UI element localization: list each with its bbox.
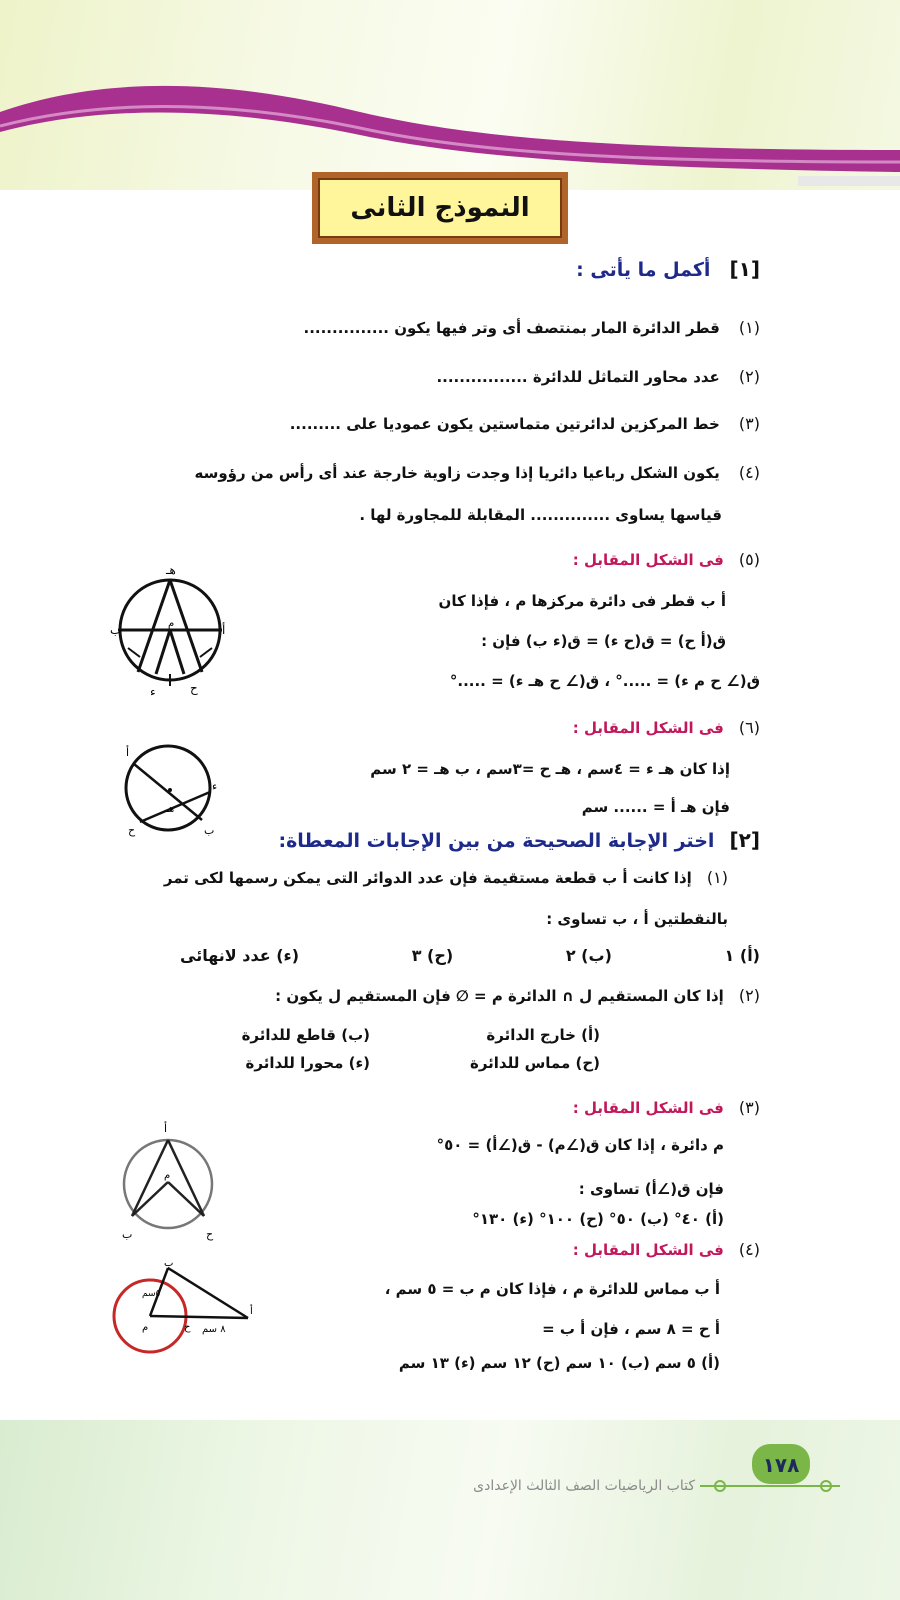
s1-q4-number: (٤) (738, 463, 760, 482)
s1-q5-line3: ق(∠ ح م ء) = .....° ، ق(∠ ح هـ ء) = .....° (449, 672, 760, 690)
s2-q1-number: (١) (706, 868, 728, 887)
s2-q2-number: (٢) (738, 986, 760, 1005)
s2-q3-number: (٣) (738, 1098, 760, 1117)
s1-q4-line1: يكون الشكل رباعيا دائريا إذا وجدت زاوية خارجة عند أى رأس من رؤوسه (194, 464, 720, 482)
fig5-label-top: هـ (166, 563, 176, 577)
s1-q5 (573, 550, 760, 569)
fig7-label-center: م (164, 1170, 171, 1181)
s2-q2-option-c[interactable]: (ح) مماس للدائرة (469, 1054, 600, 1072)
fig8-label-ac: ٨ سم (202, 1324, 226, 1335)
s1-q4-line2: قياسها يساوى .............. المقابلة للمجاورة لها . (359, 506, 722, 524)
fig6-label-c: ح (128, 824, 136, 837)
s1-q6-line1: إذا كان هـ ء = ٤سم ، هـ ح =٣سم ، ب هـ = ٢ سم (370, 760, 730, 778)
s2-q1-line2: بالنقطتين أ ، ب تساوى : (546, 910, 728, 928)
s2-q1-option-b[interactable]: (ب) ٢ (565, 946, 612, 965)
fig8-label-c: ح (184, 1322, 191, 1333)
fig7-label-top: أ (164, 1122, 168, 1135)
footer-book-title: كتاب الرياضيات الصف الثالث الإعدادى (473, 1478, 695, 1494)
fig8-label-b: ب (164, 1258, 174, 1269)
s1-q3-number: (٣) (738, 414, 760, 433)
section2-title: اختر الإجابة الصحيحة من بين الإجابات المعطاة: (278, 830, 715, 852)
s2-q4-number: (٤) (738, 1240, 760, 1259)
s2-q3-label: فى الشكل المقابل : (572, 1099, 724, 1117)
s1-q2 (436, 367, 760, 386)
s1-q1-text: قطر الدائرة المار بمنتصف أى وتر فيها يكون ............... (303, 319, 720, 337)
figure-7 (118, 1120, 223, 1245)
page-title: النموذج الثانى (318, 178, 562, 238)
fig6-label-a: أ (126, 746, 130, 759)
s1-q5-label: فى الشكل المقابل : (572, 551, 724, 569)
s2-q3-line2: فإن ق(∠أ) تساوى : (578, 1180, 724, 1198)
fig5-label-right: أ (222, 623, 226, 637)
s1-q6 (573, 718, 760, 737)
s1-q1 (304, 318, 761, 337)
fig6-label-b: ب (204, 824, 215, 837)
s2-q3-options[interactable]: (أ) ٤٠° (ب) ٥٠° (ح) ١٠٠° (ء) ١٣٠° (472, 1210, 724, 1228)
fig8-label-a: أ (250, 1306, 253, 1317)
fig5-label-center: م (168, 618, 175, 629)
s1-q1-number: (١) (738, 318, 760, 337)
fig8-label-m: م (142, 1322, 149, 1333)
header-swoosh (0, 0, 900, 200)
fig6-label-d: ء (212, 780, 218, 793)
section2-number: [٢] (729, 828, 760, 852)
s2-q1-option-c[interactable]: (ح) ٣ (411, 946, 454, 965)
s1-q6-label: فى الشكل المقابل : (572, 719, 724, 737)
fig6-label-e: هـ (166, 804, 175, 815)
s1-q6-line2: فإن هـ أ = ...... سم (581, 798, 730, 816)
s2-q3 (573, 1098, 760, 1117)
fig7-label-right: ح (206, 1228, 214, 1241)
s2-q2-option-b[interactable]: (ب) قاطع للدائرة (241, 1026, 370, 1044)
s2-q4-line2: أ ح = ٨ سم ، فإن أ ب = (542, 1320, 720, 1338)
s2-q2-option-d[interactable]: (ء) محورا للدائرة (245, 1054, 370, 1072)
fig5-label-bottom-left: ء (150, 685, 156, 699)
figure-6 (118, 730, 218, 842)
s2-q1-options (180, 946, 760, 965)
s2-q4 (573, 1240, 760, 1259)
fig5-label-left: ب (110, 623, 122, 637)
s1-q3-text: خط المركزين لدائرتين متماستين يكون عموديا على ......... (289, 415, 720, 433)
s2-q2 (275, 986, 760, 1005)
s2-q1 (164, 868, 728, 887)
figure-5 (110, 562, 230, 702)
section1-number: [١] (729, 257, 760, 281)
s1-q5-line1: أ ب قطر فى دائرة مركزها م ، فإذا كان (438, 592, 726, 610)
fig7-label-left: ب (122, 1228, 133, 1241)
s2-q1-option-d[interactable]: (ء) عدد لانهائى (180, 946, 300, 965)
section1-title: أكمل ما يأتى : (576, 259, 711, 281)
s2-q1-line1: إذا كانت أ ب قطعة مستقيمة فإن عدد الدوائر التى يمكن رسمها لكى تمر (163, 869, 692, 887)
s1-q4 (194, 463, 760, 482)
s2-q2-option-a[interactable]: (أ) خارج الدائرة (486, 1026, 600, 1044)
page-number: ١٧٨ (762, 1453, 800, 1477)
s1-q5-line2: ق(أ ح) = ق(ح ء) = ق(ء ب) فإن : (481, 632, 726, 650)
section2-header (278, 828, 760, 852)
fig8-label-mb: ٥سم (142, 1289, 161, 1299)
s2-q4-line1: أ ب مماس للدائرة م ، فإذا كان م ب = ٥ سم ، (384, 1280, 720, 1298)
s2-q1-option-a[interactable]: (أ) ١ (724, 946, 760, 965)
fig5-label-bottom-right: ح (190, 681, 198, 695)
s1-q2-text: عدد محاور التماثل للدائرة ................ (436, 368, 720, 386)
section1-header (576, 257, 760, 281)
s1-q5-number: (٥) (738, 550, 760, 569)
s2-q4-options[interactable]: (أ) ٥ سم (ب) ١٠ سم (ح) ١٢ سم (ء) ١٣ سم (398, 1354, 720, 1372)
s2-q2-text: إذا كان المستقيم ل ∩ الدائرة م = ∅ فإن المستقيم ل يكون : (275, 987, 724, 1005)
s1-q3 (290, 414, 760, 433)
footer-page-badge (700, 1442, 840, 1502)
s2-q3-line1: م دائرة ، إذا كان ق(∠م) - ق(∠أ) = ٥٠° (436, 1136, 724, 1154)
title-frame (312, 172, 568, 244)
s1-q2-number: (٢) (738, 367, 760, 386)
s1-q6-number: (٦) (738, 718, 760, 737)
s2-q4-label: فى الشكل المقابل : (572, 1241, 724, 1259)
figure-8 (108, 1258, 260, 1368)
